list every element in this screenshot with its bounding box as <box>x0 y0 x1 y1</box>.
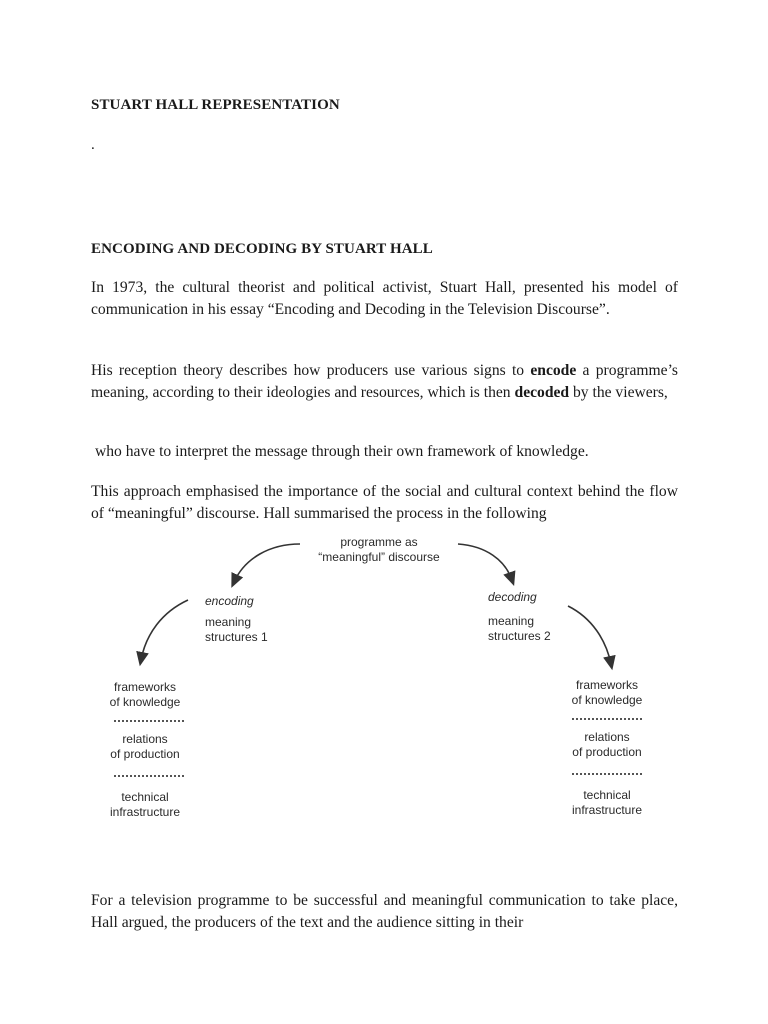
left-relations-line2: of production <box>110 747 180 761</box>
left-relations-of-production <box>100 732 190 762</box>
stray-mark: . <box>91 137 95 153</box>
document-title: STUART HALL REPRESENTATION <box>91 97 340 113</box>
right-frameworks-line2: of knowledge <box>571 693 643 707</box>
left-technical-line1: technical <box>121 790 169 804</box>
meaning-structures-2 <box>488 614 551 644</box>
right-relations-line2: of production <box>572 745 642 759</box>
right-technical-infrastructure <box>562 788 652 818</box>
meaning-structures-1-line1: meaning <box>205 615 252 629</box>
programme-as-label <box>316 535 442 565</box>
left-relations-line1: relations <box>122 732 168 746</box>
paragraph-2-text-a: His reception theory describes how producers use various signs to <box>91 362 531 379</box>
programme-as-line2: “meaningful” discourse <box>318 550 440 564</box>
left-technical-line2: infrastructure <box>109 805 181 819</box>
left-frameworks-line2: of knowledge <box>109 695 181 709</box>
meaning-structures-1 <box>205 615 268 645</box>
decoding-label: decoding <box>488 590 537 604</box>
encode-term: encode <box>530 362 577 379</box>
left-divider-2 <box>114 775 184 777</box>
paragraph-5: For a television programme to be successful and meaningful communication to take place, Hall argued, the producers of the text and the audience sitting in their <box>91 892 678 931</box>
right-frameworks-line1: frameworks <box>575 678 638 692</box>
right-divider-2 <box>572 773 642 775</box>
arrow-to-encoding <box>234 544 300 582</box>
meaning-structures-1-line2: structures 1 <box>205 630 268 644</box>
right-relations-line1: relations <box>584 730 630 744</box>
right-technical-line2: infrastructure <box>571 803 643 817</box>
meaning-structures-2-line1: meaning <box>488 614 535 628</box>
programme-as-line1: programme as <box>340 535 418 549</box>
paragraph-2-text-c: by the viewers, <box>569 384 668 401</box>
left-frameworks-of-knowledge <box>100 680 190 710</box>
left-divider-1 <box>114 720 184 722</box>
paragraph-4: This approach emphasised the importance of the social and cultural context behind the flow of “meaningful” discourse. Hall summarised the process in the following <box>91 483 678 522</box>
left-technical-infrastructure <box>100 790 190 820</box>
right-relations-of-production <box>562 730 652 760</box>
section-heading: ENCODING AND DECODING BY STUART HALL <box>91 241 433 257</box>
arrow-to-decoding <box>458 544 512 580</box>
right-frameworks-of-knowledge <box>562 678 652 708</box>
encoding-label: encoding <box>205 594 254 608</box>
meaning-structures-2-line2: structures 2 <box>488 629 551 643</box>
paragraph-2 <box>91 360 678 404</box>
paragraph-3: who have to interpret the message through their own framework of knowledge. <box>95 443 589 460</box>
paragraph-1: In 1973, the cultural theorist and political activist, Stuart Hall, presented his model of communication in his essay “Encoding and Decoding in the Television Discourse”. <box>91 279 678 318</box>
right-technical-line1: technical <box>583 788 631 802</box>
decoded-term: decoded <box>514 384 570 401</box>
paragraph-2-text-b: a programme’s meaning, according to their ideologies and resources, which is then <box>91 362 678 401</box>
encoding-decoding-diagram <box>0 530 768 830</box>
arrow-decoding-to-frameworks <box>568 606 611 664</box>
right-divider-1 <box>572 718 642 720</box>
arrow-encoding-to-frameworks <box>141 600 188 660</box>
left-frameworks-line1: frameworks <box>113 680 176 694</box>
